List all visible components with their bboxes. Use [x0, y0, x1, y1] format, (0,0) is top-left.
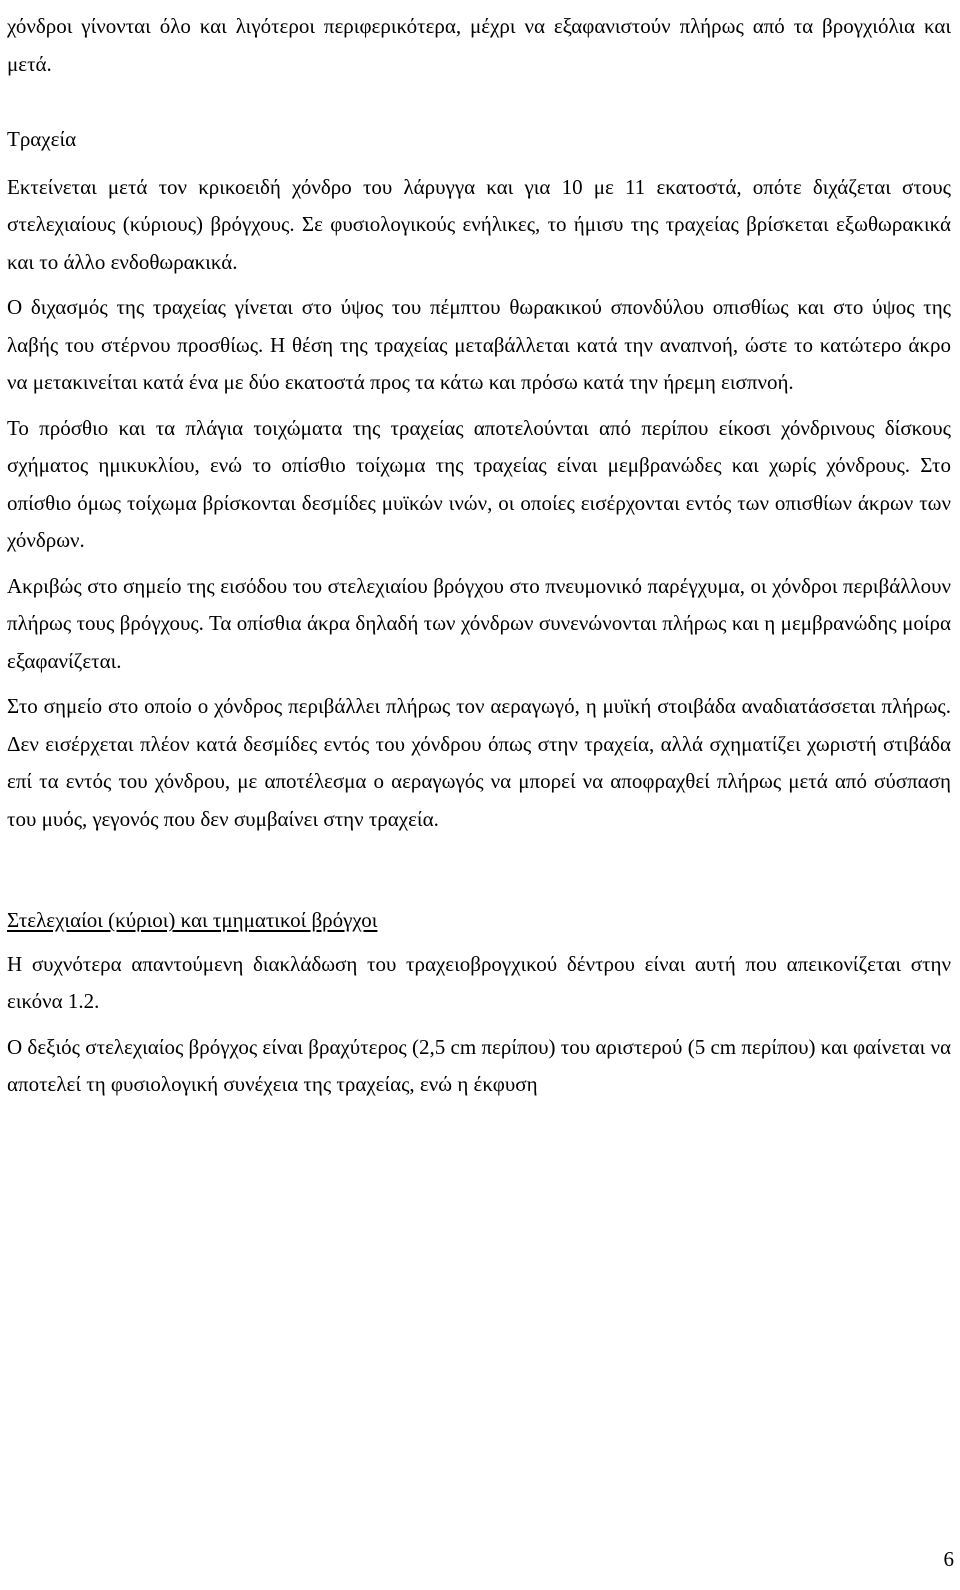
paragraph-trachea-4: Ακριβώς στο σημείο της εισόδου του στελεχιαίου βρόγχου στο πνευμονικό παρέγχυμα, οι χόνδροι περιβάλλουν πλήρως τους βρόγχους. Τα οπίσθια άκρα δηλαδή των χόνδρων συνενώνονται πλήρως και η μεμβρανώδης μοίρα εξαφανίζεται.	[7, 573, 951, 673]
document-page	[7, 8, 951, 1112]
paragraph-bronchi-2: Ο δεξιός στελεχιαίος βρόγχος είναι βραχύτερος (2,5 cm περίπου) του αριστερού (5 cm περίπου) και φαίνεται να αποτελεί τη φυσιολογική συνέχεια της τραχείας, ενώ η έκφυση	[7, 1034, 951, 1096]
page-number: 6	[943, 1547, 954, 1571]
section-heading-trachea: Τραχεία	[7, 127, 77, 151]
paragraph-bronchi-1: Η συχνότερα απαντούμενη διακλάδωση του τραχειοβρογχικού δέντρου είναι αυτή που απεικονίζεται στην εικόνα 1.2.	[7, 951, 951, 1013]
paragraph-trachea-1: Εκτείνεται μετά τον κρικοειδή χόνδρο του λάρυγγα και για 10 με 11 εκατοστά, οπότε διχάζεται στους στελεχιαίους (κύριους) βρόγχους. Σε φυσιολογικούς ενήλικες, το ήμισυ της τραχείας βρίσκεται εξωθωρακικά και το άλλο ενδοθωρακικά.	[7, 174, 951, 274]
section-heading-bronchi: Στελεχιαίοι (κύριοι) και τμηματικοί βρόγχοι	[7, 908, 378, 932]
paragraph-trachea-2: Ο διχασμός της τραχείας γίνεται στο ύψος του πέμπτου θωρακικού σπονδύλου οπισθίως και στο ύψος της λαβής του στέρνου προσθίως. Η θέση της τραχείας μεταβάλλεται κατά την αναπνοή, ώστε το κατώτερο άκρο να μετακινείται κατά ένα με δύο εκατοστά προς τα κάτω και πρόσω κατά την ήρεμη εισπνοή.	[7, 295, 951, 394]
paragraph-fragment-top: χόνδροι γίνονται όλο και λιγότεροι περιφερικότερα, μέχρι να εξαφανιστούν πλήρως από τα βρογχιόλια και μετά.	[7, 14, 951, 76]
section-spacer	[7, 846, 951, 902]
paragraph-trachea-3: Το πρόσθιο και τα πλάγια τοιχώματα της τραχείας αποτελούνται από περίπου είκοσι χόνδρινους δίσκους σχήματος ημικυκλίου, ενώ το οπίσθιο τοίχωμα της τραχείας είναι μεμβρανώδες και χωρίς χόνδρους. Στο οπίσθιο όμως τοίχωμα βρίσκονται δεσμίδες μυϊκών ινών, οι οποίες εισέρχονται εντός των οπισθίων άκρων των χόνδρων.	[7, 415, 951, 552]
paragraph-trachea-5: Στο σημείο στο οποίο ο χόνδρος περιβάλλει πλήρως τον αεραγωγό, η μυϊκή στοιβάδα αναδιατάσσεται πλήρως. Δεν εισέρχεται πλέον κατά δεσμίδες εντός του χόνδρου όπως στην τραχεία, αλλά σχηματίζει χωριστή στιβάδα επί τα εντός του χόνδρου, με αποτέλεσμα ο αεραγωγός να μπορεί να αποφραχθεί πλήρως μετά από σύσπαση του μυός, γεγονός που δεν συμβαίνει στην τραχεία.	[7, 694, 951, 831]
